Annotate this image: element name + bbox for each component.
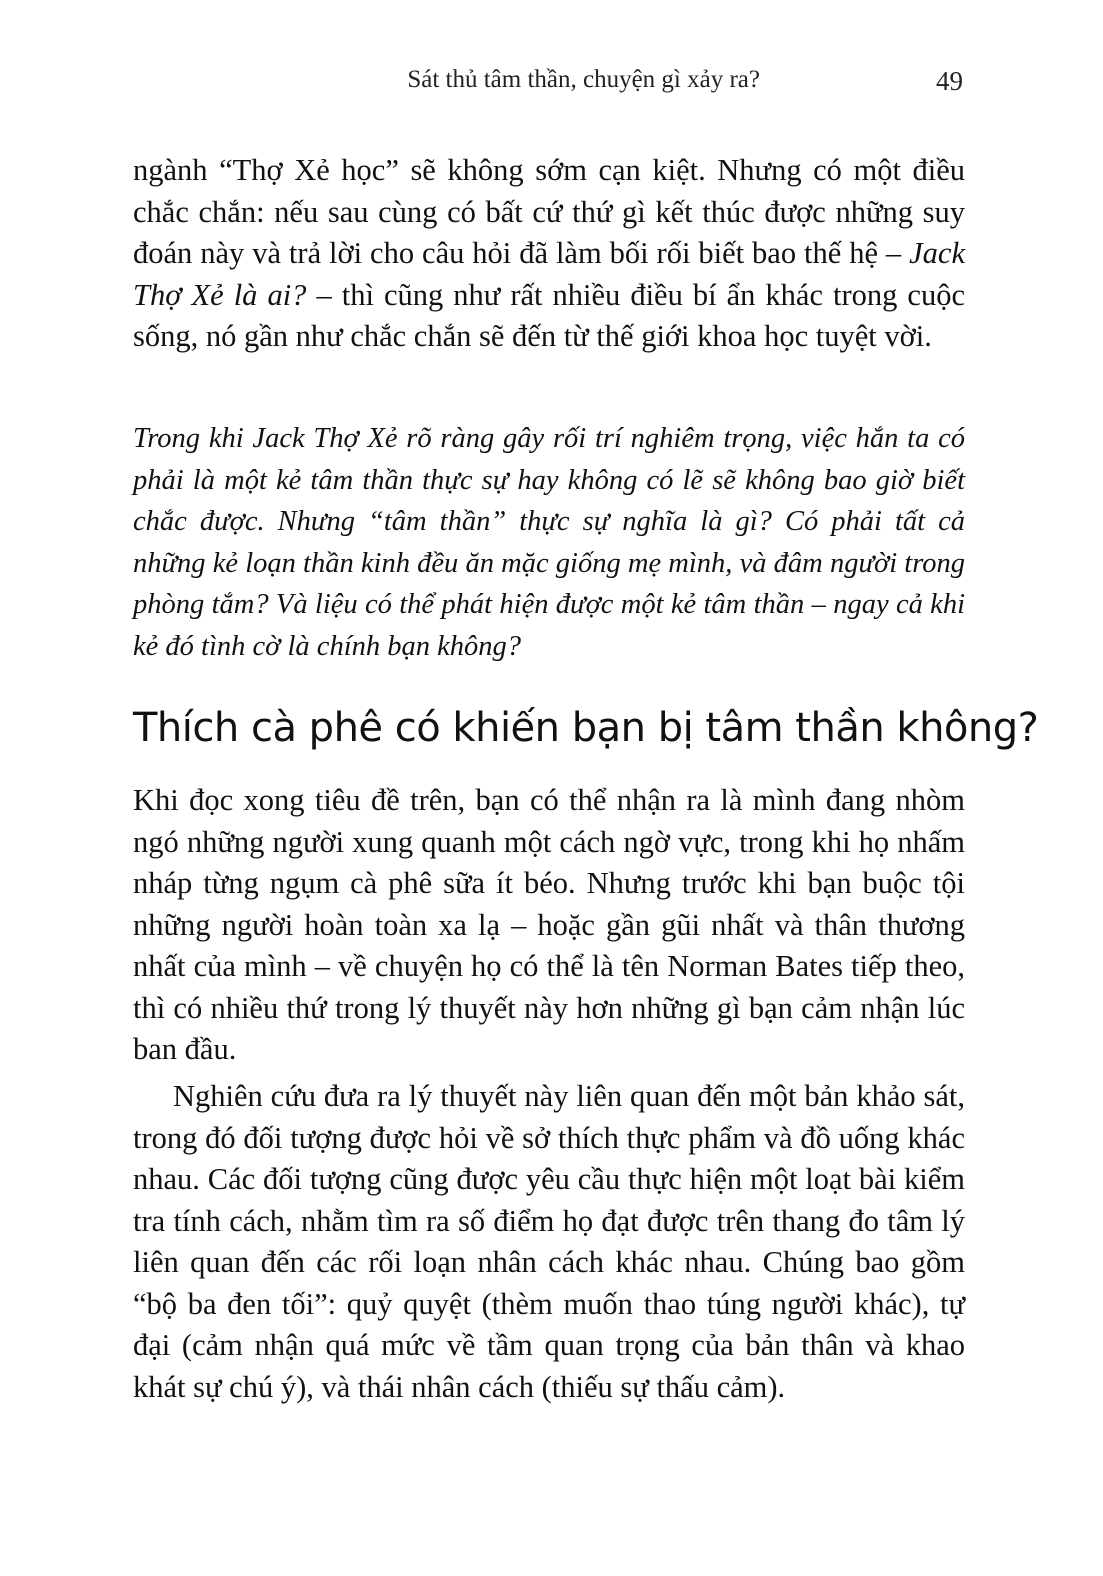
intro-paragraph: Trong khi Jack Thợ Xẻ rõ ràng gây rối trí nghiêm trọng, việc hắn ta có phải là một kẻ tâm thần thực sự hay không có lẽ sẽ không bao giờ biết chắc được. Nhưng “tâm thần” thực sự nghĩa là gì? Có phải tất cả những kẻ loạn thần kinh đều ăn mặc giống mẹ mình, và đâm người trong phòng tắm? Và liệu có thể phát hiện được một kẻ tâm thần – ngay cả khi kẻ đó tình cờ là chính bạn không? — [133, 423, 965, 662]
paragraph-continued — [133, 150, 965, 358]
paragraph-text: ngành “Thợ Xẻ học” sẽ không sớm cạn kiệt. Nhưng có một điều chắc chắn: nếu sau cùng có bất cứ thứ gì kết thúc được những suy đoán này và trả lời cho câu hỏi đã làm bối rối biết bao thế hệ – — [133, 153, 965, 270]
paragraph: Khi đọc xong tiêu đề trên, bạn có thể nhận ra là mình đang nhòm ngó những người xung quanh một cách ngờ vực, trong khi họ nhấm nháp từng ngụm cà phê sữa ít béo. Nhưng trước khi bạn buộc tội những người hoàn toàn xa lạ – hoặc gần gũi nhất và thân thương nhất của mình – về chuyện họ có thể là tên Norman Bates tiếp theo, thì có nhiều thứ trong lý thuyết này hơn những gì bạn cảm nhận lúc ban đầu. — [133, 783, 965, 1066]
running-title: Sát thủ tâm thần, chuyện gì xảy ra? — [407, 66, 760, 93]
page-number: 49 — [936, 66, 963, 96]
section-paragraph-1 — [133, 780, 965, 1071]
paragraph-text: – thì cũng như rất nhiều điều bí ẩn khác trong cuộc sống, nó gần như chắc chắn sẽ đến từ thế giới khoa học tuyệt vời. — [133, 277, 965, 353]
section-heading: Thích cà phê có khiến bạn bị tâm thần không? — [133, 705, 1039, 751]
chapter-intro-italic — [133, 418, 965, 667]
paragraph: Nghiên cứu đưa ra lý thuyết này liên quan đến một bản khảo sát, trong đó đối tượng được hỏi về sở thích thực phẩm và đồ uống khác nhau. Các đối tượng cũng được yêu cầu thực hiện một loạt bài kiểm tra tính cách, nhằm tìm ra số điểm họ đạt được trên thang đo tâm lý liên quan đến các rối loạn nhân cách khác nhau. Chúng bao gồm “bộ ba đen tối”: quỷ quyệt (thèm muốn thao túng người khác), tự đại (cảm nhận quá mức về tầm quan trọng của bản thân và khao khát sự chú ý), và thái nhân cách (thiếu sự thấu cảm). — [133, 1079, 965, 1404]
running-head — [133, 66, 965, 106]
section-paragraph-2 — [133, 1076, 965, 1408]
italic-question: Jack Thợ Xẻ là ai? — [133, 236, 965, 312]
paragraph — [133, 150, 965, 358]
